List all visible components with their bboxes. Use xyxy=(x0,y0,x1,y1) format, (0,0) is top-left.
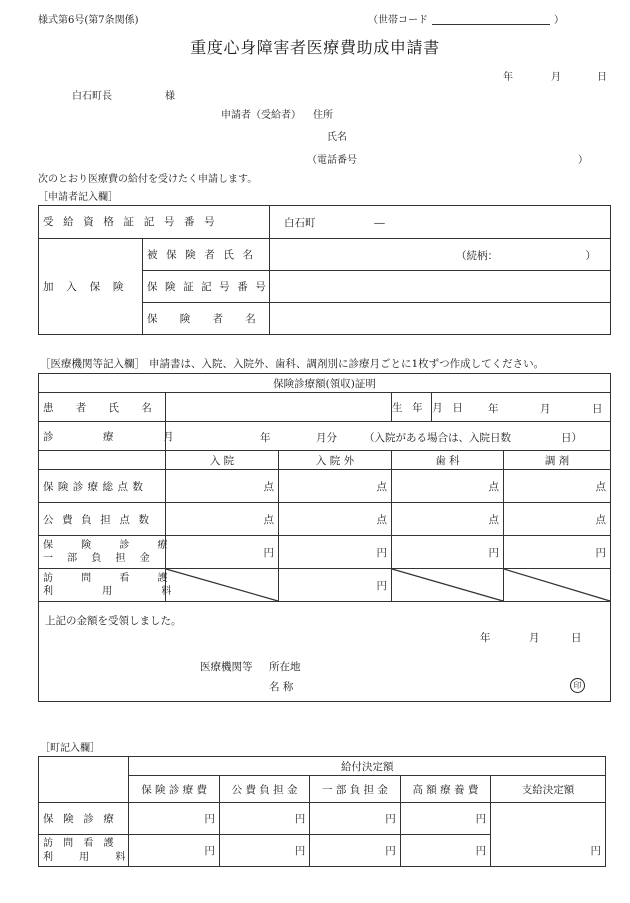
request-text: 次のとおり医療費の給付を受けたく申請します。 xyxy=(38,174,258,185)
col-partial-burden: 一 部 負 担 金 xyxy=(310,776,400,803)
town-decision-amount[interactable] xyxy=(491,803,606,867)
copay-outpatient[interactable]: 円 xyxy=(279,536,392,569)
receipt-row xyxy=(39,602,611,702)
col-pharmacy: 調 剤 xyxy=(504,451,611,470)
medical-section-label: ［医療機関等記入欄］ xyxy=(40,358,145,370)
insured-name-label: 被 保 険 者 氏 名 xyxy=(143,239,270,271)
patient-field[interactable] xyxy=(166,393,392,422)
copay-label-line2: 一 部 負 担 金 xyxy=(43,553,156,564)
col-dental: 歯 科 xyxy=(392,451,504,470)
inpatient-days: 日） xyxy=(561,432,582,444)
inpatient-note: （入院がある場合は、入院日数 xyxy=(364,432,511,444)
cert-header: 保険診療額(領収)証明 xyxy=(39,374,611,393)
total-points-dental[interactable]: 点 xyxy=(392,470,504,503)
town-visit-partial[interactable]: 円 xyxy=(310,835,400,867)
addressee-honorific: 様 xyxy=(165,91,175,102)
benefit-header: 給付決定額 xyxy=(129,757,606,776)
public-points-row xyxy=(39,503,611,536)
visit-nursing-line2: 利 用 料 xyxy=(43,586,195,597)
applicant-table xyxy=(38,205,611,335)
col-insurance-cost: 保 険 診 療 費 xyxy=(129,776,219,803)
col-decision: 支給決定額 xyxy=(491,776,606,803)
copay-row xyxy=(39,536,611,569)
household-code-close: ） xyxy=(554,15,564,26)
town-visit-public[interactable]: 円 xyxy=(219,835,309,867)
patient-row xyxy=(39,393,611,422)
diagonal-line xyxy=(166,569,278,601)
visit-inpatient-na xyxy=(166,569,279,602)
public-points-inpatient[interactable]: 点 xyxy=(166,503,279,536)
treatment-month-row xyxy=(39,422,611,451)
page-title: 重度心身障害者医療費助成申請書 xyxy=(190,38,440,57)
receipt-day: 日 xyxy=(571,632,582,644)
household-code-field[interactable] xyxy=(432,13,550,25)
copay-label xyxy=(39,536,181,569)
copay-inpatient[interactable]: 円 xyxy=(166,536,279,569)
phone-close: ） xyxy=(578,155,588,166)
cert-number-label: 受 給 資 格 証 記 号 番 号 xyxy=(39,206,270,239)
treatment-month: 月分 xyxy=(316,432,337,444)
public-points-label: 公 費 負 担 点 数 xyxy=(39,503,166,536)
town-visit-line1: 訪 問 看 護 xyxy=(43,838,118,849)
name-label: 氏名 xyxy=(327,132,347,143)
cert-number-row xyxy=(39,206,611,239)
total-points-label: 保 険 診 療 総 点 数 xyxy=(39,470,166,503)
col-inpatient: 入 院 xyxy=(166,451,279,470)
copay-label-line1: 保 険 診 療 xyxy=(43,539,181,551)
town-insurance-label: 保 険 診 療 xyxy=(39,803,129,835)
visit-nursing-row xyxy=(39,569,611,602)
col-high-cost: 高 額 療 養 費 xyxy=(400,776,490,803)
town-visit-high[interactable]: 円 xyxy=(400,835,490,867)
column-header-row xyxy=(39,451,611,470)
institution-label: 医療機関等 xyxy=(200,661,253,673)
insured-name-row xyxy=(39,239,611,271)
town-visit-label xyxy=(39,835,137,867)
town-partial-burden[interactable]: 円 xyxy=(310,803,400,835)
date-day: 日 xyxy=(597,72,607,83)
visit-nursing-label xyxy=(39,569,195,602)
insurance-card-label: 保 険 証 記 号 番 号 xyxy=(143,271,270,303)
copay-pharmacy[interactable]: 円 xyxy=(504,536,611,569)
visit-nursing-line1: 訪 問 看 護 xyxy=(43,572,181,584)
patient-label: 患 者 氏 名 xyxy=(39,393,166,422)
town-table xyxy=(38,756,606,867)
visit-pharmacy-na xyxy=(504,569,611,602)
public-points-pharmacy[interactable]: 点 xyxy=(504,503,611,536)
institution-name-label: 名 称 xyxy=(269,681,294,693)
applicant-section-label: ［申請者記入欄］ xyxy=(38,192,118,203)
receipt-month: 月 xyxy=(529,632,540,644)
treatment-month-label: 診 療 月 xyxy=(39,422,166,451)
blank-header xyxy=(39,451,166,470)
date-year: 年 xyxy=(503,72,513,83)
medical-section-header xyxy=(40,356,544,371)
relation-close: ） xyxy=(585,250,597,262)
receipt-cell xyxy=(39,602,611,702)
applicant-label: 申請者（受給者） xyxy=(221,110,301,121)
visit-dental-na xyxy=(392,569,504,602)
treatment-month-field[interactable] xyxy=(166,422,611,451)
medical-section-note: 申請書は、入院、入院外、歯科、調剤別に診療月ごとに1枚ずつ作成してください。 xyxy=(149,358,545,370)
public-points-outpatient[interactable]: 点 xyxy=(279,503,392,536)
visit-outpatient[interactable]: 円 xyxy=(279,569,392,602)
town-section-label: ［町記入欄］ xyxy=(40,743,100,754)
diagonal-line xyxy=(392,569,503,601)
medical-table xyxy=(38,373,611,702)
town-high-cost[interactable]: 円 xyxy=(400,803,490,835)
total-points-pharmacy[interactable]: 点 xyxy=(504,470,611,503)
diagonal-line xyxy=(504,569,610,601)
col-outpatient: 入 院 外 xyxy=(279,451,392,470)
dob-day: 日 xyxy=(592,403,603,415)
cert-number-field[interactable] xyxy=(270,206,611,239)
cert-number-dash: ― xyxy=(374,216,385,229)
cert-number-prefix: 白石町 xyxy=(284,216,316,229)
public-points-dental[interactable]: 点 xyxy=(392,503,504,536)
dob-field[interactable] xyxy=(432,393,611,422)
insurer-field[interactable] xyxy=(270,303,611,335)
institution-location-label: 所在地 xyxy=(269,661,301,673)
receipt-year: 年 xyxy=(480,632,491,644)
relation-label: （続柄： xyxy=(456,250,499,262)
receipt-text: 上記の金額を受領しました。 xyxy=(45,615,182,627)
dob-label: 生 年 月 日 xyxy=(392,393,432,422)
seal-mark: 印 xyxy=(570,678,585,693)
date-month: 月 xyxy=(551,72,561,83)
insurance-label: 加 入 保 険 xyxy=(39,239,143,335)
total-points-outpatient[interactable]: 点 xyxy=(279,470,392,503)
household-code-label: （世帯コード xyxy=(368,15,428,26)
town-decision-unit: 円 xyxy=(590,845,601,857)
town-visit-line2: 利 用 料 xyxy=(43,851,137,863)
town-insurance-row xyxy=(39,803,606,835)
insured-name-field[interactable] xyxy=(270,239,611,271)
col-public-burden: 公 費 負 担 金 xyxy=(219,776,309,803)
town-visit-insurance[interactable]: 円 xyxy=(129,835,219,867)
town-insurance-cost[interactable]: 円 xyxy=(129,803,219,835)
total-points-row xyxy=(39,470,611,503)
insurance-card-field[interactable] xyxy=(270,271,611,303)
treatment-year: 年 xyxy=(260,432,271,444)
town-blank-header xyxy=(39,757,129,803)
dob-month: 月 xyxy=(540,403,551,415)
form-number: 様式第6号(第7条関係) xyxy=(38,15,139,26)
dob-year: 年 xyxy=(488,403,499,415)
copay-dental[interactable]: 円 xyxy=(392,536,504,569)
addressee: 白石町長 xyxy=(72,91,112,102)
town-public-burden[interactable]: 円 xyxy=(219,803,309,835)
insurer-label: 保 険 者 名 xyxy=(143,303,270,335)
address-label: 住所 xyxy=(313,110,333,121)
phone-label: （電話番号 xyxy=(307,155,357,166)
total-points-inpatient[interactable]: 点 xyxy=(166,470,279,503)
household-code xyxy=(368,11,564,26)
